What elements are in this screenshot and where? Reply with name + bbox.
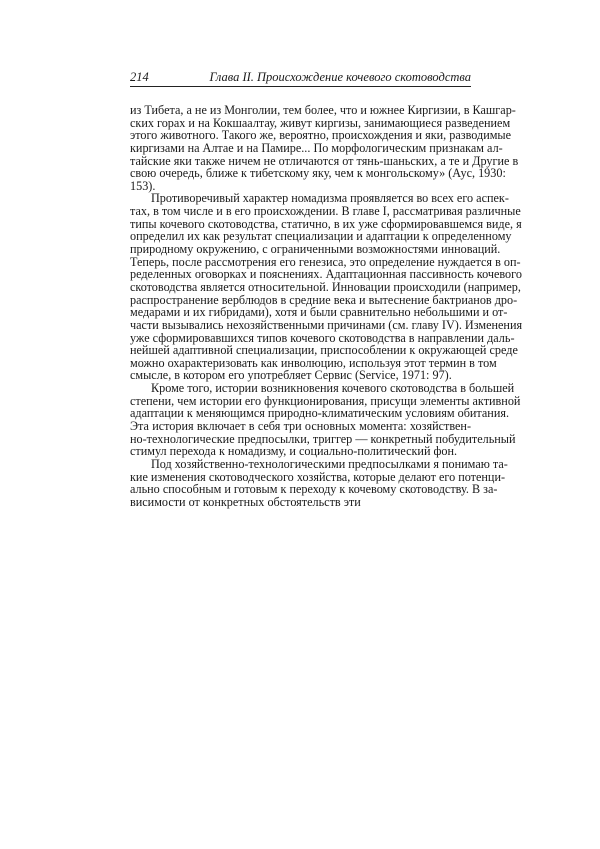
text-line: определил их как результат специализации и адаптации к определенному	[130, 229, 512, 244]
running-title: Глава II. Происхождение кочевого скотоводства	[209, 70, 471, 84]
text-line: скотоводства является относительной. Инновации происходили (например,	[130, 279, 521, 294]
text-line: части вызывались нехозяйственными причинами (см. главу IV). Изменения	[130, 317, 523, 332]
text-line: Кроме того, истории возникновения кочевого скотоводства в большей	[151, 381, 515, 396]
page-body-text	[130, 103, 523, 509]
text-line: ределенных оговорках и пояснениях. Адаптационная пассивность кочевого	[130, 267, 522, 282]
text-line: висимости от конкретных обстоятельств эти	[130, 494, 361, 509]
text-line: можно охарактеризовать как инволюцию, используя этот термин в том	[130, 355, 497, 370]
text-line: уже сформировавшихся типов кочевого скотоводства в направлении даль-	[130, 330, 515, 345]
text-line: Противоречивый характер номадизма проявляется во всех его аспек-	[151, 191, 509, 206]
text-line: адаптации к меняющимся природно-климатическим условиям обитания.	[130, 406, 510, 421]
text-line: ских горах и на Кокшаалтау, живут киргизы, занимающиеся разведением	[130, 115, 511, 130]
running-header	[130, 70, 471, 87]
text-line: Теперь, после рассмотрения его генезиса, это определение нуждается в оп-	[130, 254, 521, 269]
paragraph	[130, 456, 508, 509]
text-line: свою очередь, ближе к тибетскому яку, чем к монгольскому» (Аус, 1930:	[130, 166, 506, 181]
text-line: киргизами на Алтае и на Памире... По морфологическим признакам ал-	[130, 140, 503, 155]
text-line: тайские яки также ничем не отличаются от тянь-шаньских, а те и Другие в	[130, 153, 519, 168]
paragraph	[130, 381, 521, 459]
page-number: 214	[130, 70, 149, 84]
text-line: смысле, в котором его употребляет Сервис (Service, 1971: 97).	[130, 368, 452, 383]
text-line: природному окружению, с ограниченными возможностями инноваций.	[130, 242, 501, 257]
text-line: нейшей адаптивной специализации, приспособлении к окружающей среде	[130, 343, 518, 358]
text-line: тах, в том числе и в его происхождении. В главе I, рассматривая различные	[130, 204, 521, 219]
text-line: Под хозяйственно-технологическими предпосылками я понимаю та-	[151, 456, 508, 471]
text-line: медарами и их гибридами), хотя и были сравнительно небольшими и от-	[130, 305, 508, 320]
text-line: из Тибета, а не из Монголии, тем более, что и южнее Киргизии, в Кашгар-	[130, 103, 516, 117]
text-line: 153).	[130, 178, 156, 193]
text-line: Эта история включает в себя три основных момента: хозяйствен-	[130, 419, 471, 434]
text-line: ально способным и готовым к переходу к кочевому скотоводству. В за-	[130, 482, 498, 497]
text-line: этого животного. Такого же, вероятно, происхождения и яки, разводимые	[130, 128, 512, 143]
text-line: но-технологические предпосылки, триггер — конкретный побудительный	[130, 431, 516, 446]
paragraph	[130, 191, 523, 383]
text-line: типы кочевого скотоводства, статично, в их уже сформировавшемся виде, я	[130, 216, 522, 231]
text-line: степени, чем истории его функционирования, присущи элементы активной	[130, 393, 521, 408]
text-line: кие изменения скотоводческого хозяйства, которые делают его потенци-	[130, 469, 506, 484]
text-line: распространение верблюдов в средние века и вытеснение бактрианов дро-	[130, 292, 518, 307]
text-line: стимул перехода к номадизму, и социально-политический фон.	[130, 444, 458, 459]
paragraph	[130, 103, 519, 193]
